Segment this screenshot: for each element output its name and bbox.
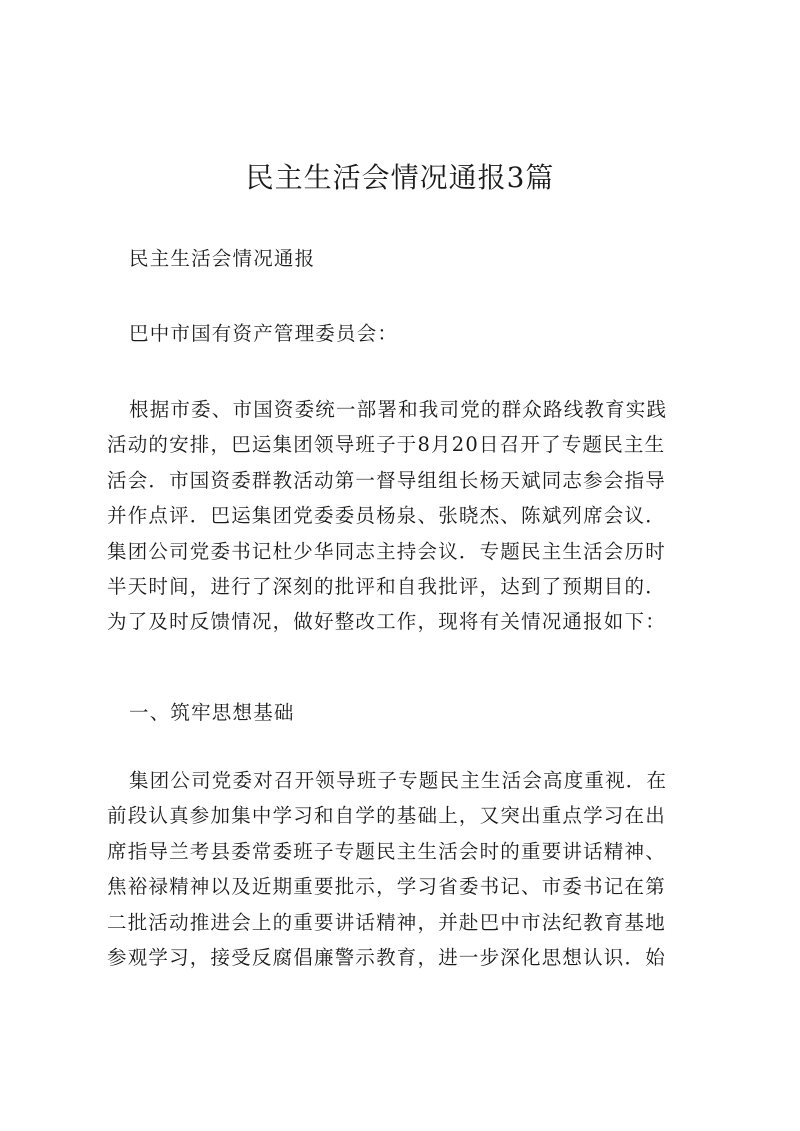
section-1-heading (107, 695, 695, 730)
subtitle-text: 民主生活会情况通报 (129, 247, 316, 270)
paragraph-line: 半天时间，进行了深刻的批评和自我批评，达到了预期目的． (107, 575, 666, 599)
addressee (107, 316, 695, 351)
paragraph-line: 焦裕禄精神以及近期重要批示，学习省委书记、市委书记在第 (107, 875, 666, 899)
paragraph-line: 并作点评．巴运集团党委委员杨泉、张晓杰、陈斌列席会议． (107, 504, 666, 528)
paragraph-line: 为了及时反馈情况，做好整改工作，现将有关情况通报如下： (107, 610, 666, 634)
paragraph-line: 集团公司党委对召开领导班子专题民主生活会高度重视．在 (129, 769, 668, 792)
paragraph-2 (107, 763, 695, 975)
section-heading-text: 一、筑牢思想基础 (129, 701, 295, 724)
paragraph-line: 席指导兰考县委常委班子专题民主生活会时的重要讲话精神、 (107, 839, 666, 863)
paragraph-line: 根据市委、市国资委统一部署和我司党的群众路线教育实践 (129, 398, 668, 421)
paragraph-line: 参观学习，接受反腐倡廉警示教育，进一步深化思想认识．始 (107, 946, 666, 970)
paragraph-line: 前段认真参加集中学习和自学的基础上，又突出重点学习在出 (107, 804, 666, 828)
paragraph-line: 集团公司党委书记杜少华同志主持会议．专题民主生活会历时 (107, 539, 666, 563)
paragraph-line: 二批活动推进会上的重要讲话精神，并赴巴中市法纪教育基地 (107, 910, 666, 934)
document-title: 民主生活会情况通报3篇 (245, 161, 555, 194)
paragraph-line: 活会．市国资委群教活动第一督导组组长杨天斌同志参会指导 (107, 468, 666, 492)
document-subtitle (107, 241, 695, 276)
paragraph-1 (107, 392, 695, 640)
addressee-text: 巴中市国有资产管理委员会： (129, 322, 399, 345)
paragraph-line: 活动的安排，巴运集团领导班子于8月20日召开了专题民主生 (107, 433, 666, 457)
